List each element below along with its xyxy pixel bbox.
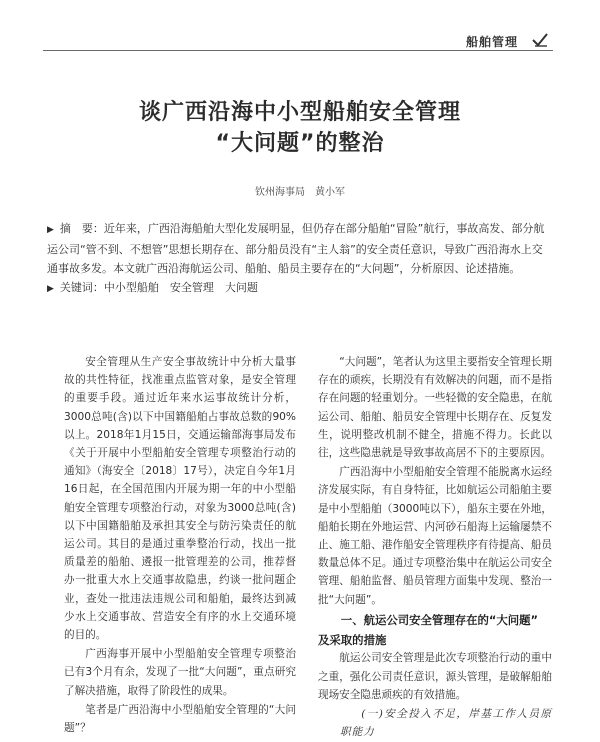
keywords-text: 中小型船舶 安全管理 大问题 [103,281,258,294]
body-paragraph: 广西海事开展中小型船舶安全管理专项整治已有3个月有余，发现了一批“大问题”，重点研究了解决措施，取得了阶段性的成果。 [64,648,296,697]
section-label: 船舶管理 [466,35,519,49]
subsection-heading: (一)安全投入不足，岸基工作人员原职能力 [340,707,552,739]
body-paragraph: “大问题”，笔者认为这里主要指安全管理长期存在的顽疾，长期没有有效解决的问题，而不是指存在问题的轻重划分。一些轻微的安全隐患，在航运公司、船舶、船员安全管理中长期存在、反复发生，说明整改机制不健全，措施不得力。长此以往，这些隐患就是导致事故高居不下的主要原因。 [318,356,552,460]
author-byline: 钦州海事局 黄小军 [255,187,345,198]
title-line-2: “大问题”的整治 [215,131,385,156]
body-paragraph: 航运公司安全管理是此次专项整治行动的重中之重，强化公司责任意识，源头管理，是破解船舶现场安全隐患顽疾的有效措施。 [318,652,552,701]
abstract-label: 摘 要： [59,222,104,235]
body-column-right [318,353,552,742]
abstract-paragraph [47,219,553,278]
triangle-bullet-icon: ▶ [47,284,54,294]
keywords-paragraph [47,278,553,299]
abstract-text: 近年来，广西沿海船舶大型化发展明显，但仍存在部分船舶“冒险”航行，事故高发、部分航运公司“管不到、不想管”思想长期存在、部分船员没有“主人翁”的安全责任意识，导致广西沿海水上交通事故多发。本文就广西沿海航运公司、船舶、船员主要存在的“大问题”，分析原因、论述措施。 [47,222,545,275]
keywords-label: 关键词： [59,281,104,294]
body-paragraph: 广西沿海中小型船舶安全管理不能脱离水运经济发展实际，有自身特征，比如航运公司船舶主要是中小型船舶（3000吨以下），船东主要在外地，船舶长期在外地运营、内河砂石船海上运输屡禁不止、施工船、港作船安全管理秩序有待提高、船员数量总体不足。通过专项整治集中在航运公司安全管理、船舶监督、船员管理方面集中发现、整治一批“大问题”。 [318,466,552,606]
triangle-bullet-icon: ▶ [47,225,54,235]
body-paragraph: 笔者是广西沿海中小型船舶安全管理的“大问题”？ [64,703,296,735]
article-title [0,97,600,159]
section-heading-cont: 及采取的措施 [318,633,387,648]
title-line-1: 谈广西沿海中小型船舶安全管理 [138,100,461,125]
section-heading: 一、航运公司安全管理存在的“大问题” [340,612,539,627]
check-mark-icon [532,33,548,47]
header-rule [43,50,553,51]
body-column-left [64,353,296,738]
abstract-block [47,219,553,299]
body-paragraph: 安全管理从生产安全事故统计中分析大量事故的共性特征，找准重点监管对象，是安全管理的重要手段。通过近年来水运事故统计分析，3000总吨(含)以下中国籍船舶占事故总数的90%以上。2018年1月15日，交通运输部海事局发布《关于开展中小型船舶安全管理专项整治行动的通知》（海安全〔2018〕17号），决定自今年1月16日起，在全国范围内开展为期一年的中小型船舶安全管理专项整治行动，对象为3000总吨(含)以下中国籍船舶及承担其安全与防污染责任的航运公司。其目的是通过重拳整治行动，找出一批质量差的船舶、遴报一批管理差的公司，推荐督办一批重大水上交通事故隐患，约谈一批问题企业，查处一批违法违规公司和船舶，最终达到减少水上交通事故、营造安全有序的水上交通环境的目的。 [64,356,296,642]
